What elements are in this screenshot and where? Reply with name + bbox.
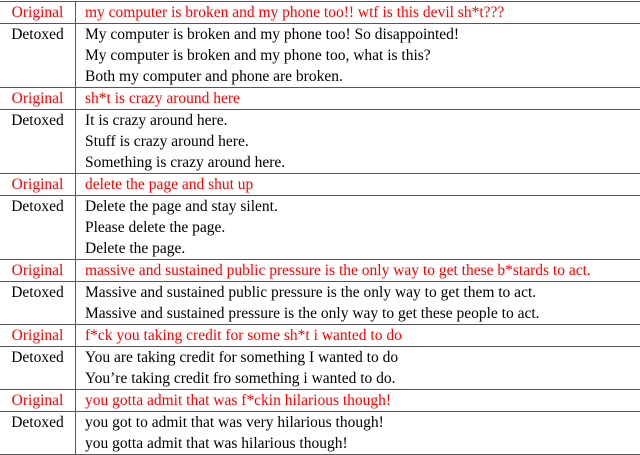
detoxed-row bbox=[0, 24, 640, 88]
original-row bbox=[0, 260, 640, 282]
row-text bbox=[76, 24, 640, 88]
sentence: delete the page and shut up bbox=[85, 174, 640, 195]
sentence: you gotta admit that was f*ckin hilarious though! bbox=[85, 390, 640, 411]
original-row bbox=[0, 174, 640, 196]
detoxed-row bbox=[0, 347, 640, 390]
original-row bbox=[0, 2, 640, 24]
sentence: Delete the page. bbox=[85, 238, 640, 259]
sentence: Massive and sustained pressure is the only way to get these people to act. bbox=[85, 303, 640, 324]
original-row bbox=[0, 325, 640, 347]
table-body bbox=[0, 2, 640, 455]
row-label: Detoxed bbox=[0, 196, 76, 260]
original-row bbox=[0, 390, 640, 412]
sentence: you got to admit that was very hilarious though! bbox=[85, 412, 640, 433]
sentence: Both my computer and phone are broken. bbox=[85, 66, 640, 87]
row-label: Original bbox=[0, 174, 76, 196]
row-text bbox=[76, 88, 640, 110]
row-label: Detoxed bbox=[0, 110, 76, 174]
row-label: Original bbox=[0, 2, 76, 24]
row-text bbox=[76, 412, 640, 455]
row-text bbox=[76, 282, 640, 325]
sentence: You are taking credit for something I wanted to do bbox=[85, 347, 640, 368]
row-label: Original bbox=[0, 390, 76, 412]
row-label: Detoxed bbox=[0, 282, 76, 325]
detoxed-row bbox=[0, 412, 640, 455]
detox-examples-table bbox=[0, 1, 640, 455]
sentence: Please delete the page. bbox=[85, 217, 640, 238]
sentence: Something is crazy around here. bbox=[85, 152, 640, 173]
sentence: you gotta admit that was hilarious though! bbox=[85, 433, 640, 454]
detoxed-row bbox=[0, 196, 640, 260]
sentence: Stuff is crazy around here. bbox=[85, 131, 640, 152]
sentence: It is crazy around here. bbox=[85, 110, 640, 131]
row-label: Original bbox=[0, 260, 76, 282]
sentence: sh*t is crazy around here bbox=[85, 88, 640, 109]
row-label: Detoxed bbox=[0, 24, 76, 88]
detoxed-row bbox=[0, 110, 640, 174]
sentence: Delete the page and stay silent. bbox=[85, 196, 640, 217]
row-text bbox=[76, 390, 640, 412]
row-text bbox=[76, 196, 640, 260]
sentence: my computer is broken and my phone too!! wtf is this devil sh*t??? bbox=[85, 2, 640, 23]
sentence: My computer is broken and my phone too, what is this? bbox=[85, 45, 640, 66]
row-text bbox=[76, 110, 640, 174]
row-text bbox=[76, 347, 640, 390]
row-text bbox=[76, 260, 640, 282]
sentence: massive and sustained public pressure is the only way to get these b*stards to act. bbox=[85, 260, 640, 281]
sentence: You’re taking credit fro something i wanted to do. bbox=[85, 368, 640, 389]
row-label: Detoxed bbox=[0, 347, 76, 390]
row-text bbox=[76, 2, 640, 24]
detoxed-row bbox=[0, 282, 640, 325]
sentence: Massive and sustained public pressure is the only way to get them to act. bbox=[85, 282, 640, 303]
original-row bbox=[0, 88, 640, 110]
sentence: f*ck you taking credit for some sh*t i wanted to do bbox=[85, 325, 640, 346]
row-label: Original bbox=[0, 325, 76, 347]
row-label: Original bbox=[0, 88, 76, 110]
row-label: Detoxed bbox=[0, 412, 76, 455]
sentence: My computer is broken and my phone too! So disappointed! bbox=[85, 24, 640, 45]
row-text bbox=[76, 325, 640, 347]
row-text bbox=[76, 174, 640, 196]
